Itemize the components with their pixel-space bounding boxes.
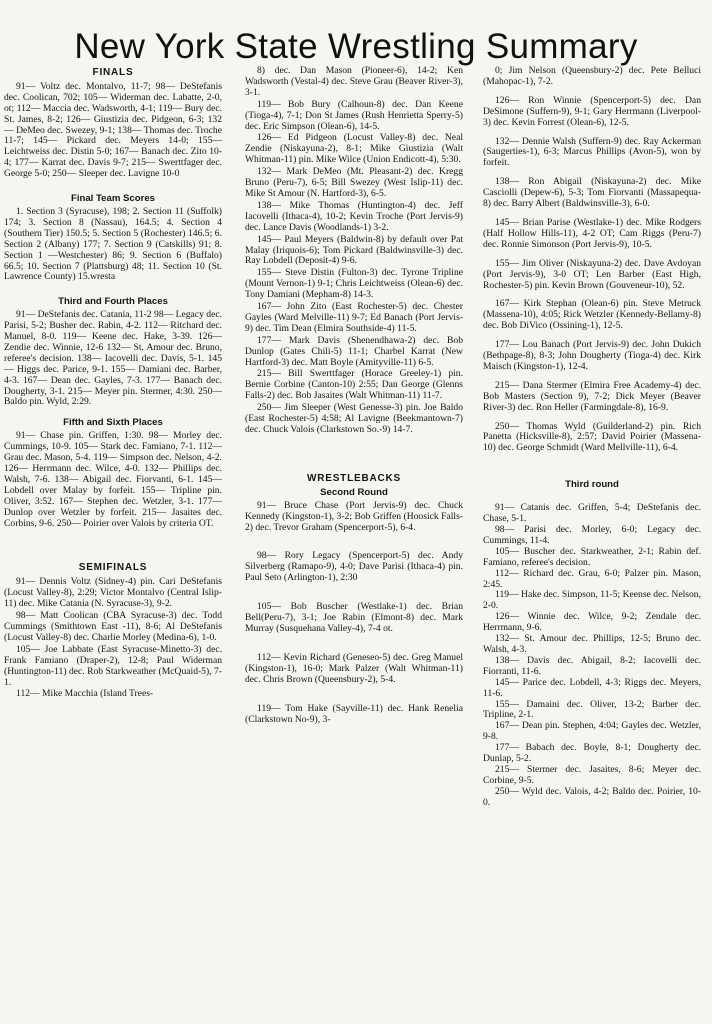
semifinal-paragraph: 167— John Zito (East Rochester-5) dec. Chester Gayles (Ward Melville-11) 9-7; Ed Banach (Port Jervis-9) dec. Tim Dean (Elmira Southside-4) 11-5. [245,301,463,334]
semifinal-paragraph: 126— Ed Pidgeon (Locust Valley-8) dec. Neal Zendie (Niskayuna-2), 8-1; Mike Giustizia (Walt Whitman-11) pin. Mike Wilce (Union Endicott-4), 5:30. [245,132,463,166]
wrestleback-paragraph: 98— Rory Legacy (Spencerport-5) dec. Andy Silverberg (Ramapo-9), 4-0; Dave Parisi (Ithaca-4) pin. Paul Seto (Arlington-1), 2:30 [245,550,463,584]
wrestleback-paragraph: 250— Thomas Wyld (Guilderland-2) pin. Rich Panetta (Hicksville-8), 2:57; David Poirier (Massena-10) dec. George Schmidt (Ward Mellville-11), 6-4. [483,420,701,454]
third-round-result: 155— Damaini dec. Oliver, 13-2; Barber dec. Tripline, 2-1. [483,698,701,721]
semifinal-paragraph: 215— Bill Swerttfager (Horace Greeley-1) pin. Bernie Corbine (Canton-10) 2:55; Dan George (Glenns Falls-2) dec. Bob Jasaites (Walt Whitman-11) 11-7. [245,368,463,402]
wrestleback-paragraph: 145— Brian Parise (Westlake-1) dec. Mike Rodgers (Half Hollow Hills-11), 4-2 OT; Cam Riggs (Peru-7) dec. Ronnie Simonson (Port Jervis-9), 10-5. [483,216,701,250]
wrestleback-paragraph: 132— Dennie Walsh (Suffern-9) dec. Ray Ackerman (Saugerties-1), 6-3; Marcus Phillips (Avon-5), won by forfeit. [483,135,701,169]
fifth-sixth-results: 91— Chase pin. Griffen, 1:30. 98— Morley dec. Cummings, 10-9. 105— Stark dec. Famiano, 7-1. 112— Grau dec. Mason, 5-4. 119— Simpson dec. Nelson, 4-2. 126— Herrmann dec. Wilce, 4-0. 132— Phillips dec. Walsh, 7-6. 138— Abigail dec. Fiorvanti, 6-1. 145— Lobdell over Malay by forfeit. 155— Tripline pin. Oliver, 3:52. 167— Stephen dec. Wetzler, 3-1. 177— Dunlop over Wetzler by forfeit. 215— Jasaites dec. Corbins, 9-6. 250— Poirier over Valois by criteria OT. [4,430,222,529]
third-round-result: 138— Davis dec. Abigail, 8-2; Iacovelli dec. Fiorranti, 11-6. [483,654,701,677]
third-fourth-results: 91— DeStefanis dec. Catania, 11-2 98— Legacy dec. Parisi, 5-2; Busher dec. Rabin, 4-2. 112— Ritchard dec. Manuel, 8-0. 119— Keene dec. Hake, 3-39. 126— Zendie dec. Winnie, 12-6 132— St. Amour dec. Bruno, referee's decision. 138— Iacovelli dec. Davis, 5-1. 145— Higgs dec. Parice, 9-1. 155— Damiani dec. Barber, 4-3. 167— Dean dec. Gayles, 7-3. 177— Banach dec. Dougherty, 3-1. 215— Meyer pin. Stermer, 4:30. 250— Baldo pin. Wyld, 2:29. [4,309,222,408]
third-fourth-heading: Third and Fourth Places [58,296,168,308]
third-round-result: 167— Dean pin. Stephen, 4:04; Gayles dec. Wetzler, 9-8. [483,720,701,743]
fifth-sixth-heading: Fifth and Sixth Places [63,417,163,429]
team-scores-text: 1. Section 3 (Syracuse), 198; 2. Section 11 (Suffolk) 174; 3. Section 8 (Nassau), 164.5; 4. Section 4 (Southern Tier) 150.5; 5. Section 5 (Rochester) 146.5; 6. Section 2 (Albany) 177; 7. Section 9 (Catskills) 91; 8. Section 1 —Westchester) 86; 9. Section 6 (Buffalo) 66.5; 10. Section 7 (Plattsburg) 48; 11. Section 10 (St. Lawrence County) 15.wresta [4,205,222,283]
third-round-result: 132— St. Amour dec. Phillips, 12-5; Bruno dec. Walsh, 4-3. [483,633,701,655]
wrestleback-paragraph: 91— Bruce Chase (Port Jervis-9) dec. Chuck Kennedy (Kingston-1), 3-2; Bob Griffen (Hoosick Falls-2) dec. Trevor Graham (Spencerport-5), 6-4. [245,499,463,533]
semifinal-paragraph: 132— Mark DeMeo (Mt. Pleasant-2) dec. Kregg Bruno (Peru-7), 6-5; Bill Swezey (West Islip-11) dec. Mike St Amour (N. Hartford-3), 6-5. [245,166,463,199]
column-2 [245,62,463,1022]
semifinal-paragraph: 145— Paul Meyers (Baldwin-8) by default over Pat Malay (Iriquois-6); Tom Pickard (Baldwinsville-3) dec. Ray Lobdell (Deposit-4) 9-6. [245,233,463,267]
headline: New York State Wrestling Summary [74,27,638,67]
semifinal-paragraph: 112— Mike Macchia (Island Trees- [16,688,154,700]
semifinal-paragraph: 250— Jim Sleeper (West Genesse-3) pin. Joe Baldo (East Rochester-5) 4:58; Al Lavigne (Beekmantown-7) dec. Chuck Valois (Clarkstown So.-9) 14-7. [245,402,463,435]
third-round-result: 91— Catanis dec. Griffen, 5-4; DeStefanis dec. Chase, 5-1. [483,502,701,525]
third-round-result: 119— Hake dec. Simpson, 11-5; Keense dec. Nelson, 2-0. [483,589,701,612]
third-round-result: 126— Winnie dec. Wilce, 9-2; Zendale dec. Herrmann, 9-6. [483,611,701,634]
third-round-result: 215— Stermer dec. Jasaites, 8-6; Meyer dec. Corbine, 9-5. [483,763,701,786]
wrestleback-paragraph: 112— Kevin Richard (Geneseo-5) dec. Greg Manuel (Kingston-1), 16-0; Mark Palzer (Walt Whitman-11) dec. Chris Brown (Queensbury-2), 5-4. [245,651,463,685]
wrestleback-paragraph: 215— Dana Stermer (Elmira Free Academy-4) dec. Bob Masters (Section 9), 7-2; Dick Meyer (Beaver River-3) dec. Ron Heller (Farmingdale-8), 16-9. [483,379,701,413]
wrestleback-paragraph: 155— Jim Oliver (Niskayuna-2) dec. Dave Avdoyan (Port Jervis-9), 3-0 OT; Len Barber (East High, Rochester-5) pin. Kevin Brown (Gouveneur-10), 52. [483,257,701,291]
wrestleback-paragraph: 126— Ron Winnie (Spencerport-5) dec. Dan DeSimone (Suffern-9), 9-1; Gary Herrmann (Liverpool-3) dec. Kevin Forrest (Olean-6), 12-5. [483,94,701,128]
third-round-result: 105— Buscher dec. Starkweather, 2-1; Rabin def. Famiano, referee's decision. [483,545,701,568]
third-round-result: 145— Parice dec. Lobdell, 4-3; Riggs dec. Meyers, 11-6. [483,676,701,699]
wrestleback-paragraph: 105— Bob Buscher (Westlake-1) dec. Brian Bell(Peru-7), 3-1; Joe Rabin (Elmont-8) dec. Mark Murray (Susquehana Valley-4), 7-4 ot. [245,601,463,634]
team-scores-heading: Final Team Scores [70,193,156,205]
semifinal-paragraph: 138— Mike Thomas (Huntington-4) dec. Jeff Iacovelli (Ithaca-4), 10-2; Kevin Troche (Port Jervis-9) dec. Lance Davis (Woodlands-1) 3-2. [245,199,463,233]
wrestleback-paragraph: 167— Kirk Stephan (Olean-6) pin. Steve Metruck (Massena-10), 4:05; Rick Wetzler (Kennedy-Bellamy-8) dec. Bob DiVico (Ossining-1), 12-5. [483,298,701,332]
semifinal-paragraph: 98— Matt Coolican (CBA Syracuse-3) dec. Todd Cummings (Smithtown East -11), 8-6; Al DeStefanis (Locust Valley-8) dec. Charlie Morley (Medina-6), 1-0. [4,610,222,643]
semifinal-paragraph: 91— Dennis Voltz (Sidney-4) pin. Cari DeStefanis (Locust Valley-8), 2:29; Victor Montalvo (Central Islip-11) dec. Mike Catania (N. Syracuse-3), 9-2. [4,576,222,610]
column-1 [4,62,222,1022]
third-round-result: 177— Babach dec. Boyle, 8-1; Dougherty dec. Dunlap, 5-2. [483,742,701,765]
semifinal-paragraph: 155— Steve Distin (Fulton-3) dec. Tyrone Tripline (Mount Vernon-1) 9-1; Chris Leichtweiss (Olean-6) dec. Tony Damiani (Mepham-8) 14-3. [245,267,463,301]
third-round-result: 98— Parisi dec. Morley, 6-0; Legacy dec. Cummings, 11-4. [483,524,701,546]
third-round-result: 250— Wyld dec. Valois, 4-2; Baldo dec. Poirier, 10-0. [483,785,701,808]
semifinals-heading: SEMIFINALS [78,562,148,574]
column-3 [483,62,701,1022]
wrestleback-paragraph: 119— Tom Hake (Sayville-11) dec. Hank Renelia (Clarkstown No-9), 3- [245,702,463,725]
wrestleback-paragraph: 0; Jim Nelson (Queensbury-2) dec. Pete Belluci (Mahopac-1), 7-2. [483,65,701,87]
semifinal-paragraph: 177— Mark Davis (Shenendhawa-2) dec. Bob Dunlop (Gates Chili-5) 11-1; Charbel Karrat (New Hartford-3) dec. Matt Boyle (Amityville-11) 6-5. [245,334,463,368]
wrestleback-paragraph: 138— Ron Abigail (Niskayuna-2) dec. Mike Casciolli (Depew-6), 5-3; Tom Fiorvanti (Massapequa-8) dec. Barry Albert (Baldwinsville-3), 6-0. [483,176,701,210]
finals-heading: FINALS [92,67,134,78]
third-round-result: 112— Richard dec. Grau, 6-0; Palzer pin. Mason, 2:45. [483,567,701,590]
semifinal-paragraph: 119— Bob Bury (Calhoun-8) dec. Dan Keene (Tioga-4), 7-1; Don St James (Rush Henrietta Sperry-5) dec. Eric Simpson (Olean-6), 14-5. [245,98,463,132]
third-round-heading: Third round [565,479,619,491]
second-round-heading: Second Round [320,486,388,498]
finals-results: 91— Voltz dec. Montalvo, 11-7; 98— DeStefanis dec. Coolican, 702; 105— Widerman dec. Labatte, 2-0, ot; 112— Maccia dec. Wadsworth, 4-1; 119— Bury dec. St. James, 8-2; 126— Giustizia dec. Pidgeon, 6-3; 132— DeMeo dec. Swezey, 9-1; 138— Thomas dec. Troche 11-7; 145— Pickard dec. Meyers 14-0; 155— Leichtweiss dec. Distin 5-0; 167— Banach dec. Zito 10-4; 177— Karrat dec. Davis 9-7; 215— Swerttfager dec. George 5-0; 250— Sleeper dec. Lavigne 10-0 [4,80,222,180]
semifinal-paragraph: 105— Joe Labbate (East Syracuse-Minetto-3) dec. Frank Famiano (Draper-2), 12-8; Paul Widerman (Huntington-11) dec. Rob Starkweather (McQuaid-5), 7-1. [4,643,222,688]
wrestlebacks-heading: WRESTLEBACKS [306,472,402,484]
wrestleback-paragraph: 177— Lou Banach (Port Jervis-9) dec. John Dukich (Bethpage-8), 8-3; John Dougherty (Tioga-4) dec. Kirk Maisch (Kingston-1), 12-4. [483,339,701,372]
semifinal-paragraph: 8) dec. Dan Mason (Pioneer-6), 14-2; Ken Wadsworth (Vestal-4) dec. Steve Grau (Beaver River-3), 3-1. [245,65,463,98]
